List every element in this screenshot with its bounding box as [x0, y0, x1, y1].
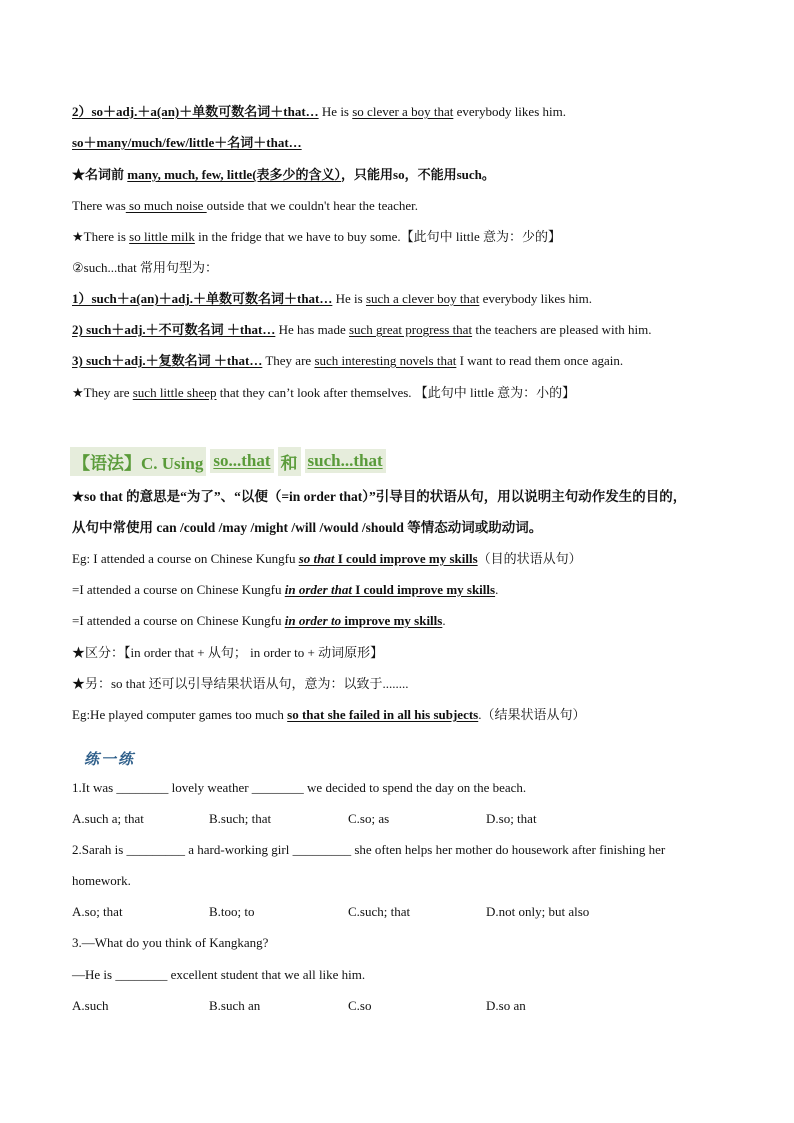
example-result-clause: Eg:He played computer games too much so that she failed in all his subjects.（结果状语从句） — [72, 707, 586, 722]
such-that-heading: ②such...that 常用句型为： — [72, 260, 218, 275]
section-prefix: 【语法】C. Using — [70, 447, 206, 476]
note-result-clause: ★另：so that 还可以引导结果状语从句，意为：以致于........ — [72, 676, 409, 691]
rule-such-a-noun: 1）such＋a(an)＋adj.＋单数可数名词＋that… He is such a clever boy that everybody likes him. — [72, 291, 592, 306]
section-term-such-that: such...that — [305, 449, 386, 473]
grammar-so-that-definition: ★so that 的意思是“为了”、“以便（=in order that）”引导目的状语从句，用以说明主句动作发生的目的， — [72, 489, 687, 504]
section-term-so-that: so...that — [210, 449, 273, 473]
example-milk: ★There is so little milk in the fridge that we have to buy some.【此句中 little 意为：少的】 — [72, 229, 561, 244]
section-and: 和 — [278, 447, 301, 476]
example-in-order-that: =I attended a course on Chinese Kungfu in order that I could improve my skills. — [72, 582, 499, 597]
section-banner-grammar — [70, 448, 386, 474]
example-in-order-to: =I attended a course on Chinese Kungfu in order to improve my skills. — [72, 613, 446, 628]
q3-option-a[interactable]: A.such — [72, 998, 109, 1013]
q1-option-b[interactable]: B.such; that — [209, 811, 272, 826]
rule-such-uncountable: 2) such＋adj.＋不可数名词 ＋that… He has made such great progress that the teachers are pleased with him. — [72, 322, 652, 337]
example-sheep: ★They are such little sheep that they can’t look after themselves. 【此句中 little 意为：小的】 — [72, 385, 576, 400]
question-1: 1.It was ________ lovely weather ________ we decided to spend the day on the beach. — [72, 780, 527, 795]
q2-option-a[interactable]: A.so; that — [72, 904, 123, 919]
question-2: 2.Sarah is _________ a hard-working girl _________ she often helps her mother do housework after finishing her — [72, 842, 666, 857]
question-3: 3.—What do you think of Kangkang? — [72, 935, 269, 950]
q3-option-c[interactable]: C.so — [348, 998, 372, 1013]
example-noise: There was so much noise outside that we couldn't hear the teacher. — [72, 198, 419, 213]
rule-so-adj-a-noun: 2）so＋adj.＋a(an)＋单数可数名词＋that… He is so clever a boy that everybody likes him. — [72, 104, 566, 119]
q2-option-b[interactable]: B.too; to — [209, 904, 255, 919]
q3-option-b[interactable]: B.such an — [209, 998, 261, 1013]
q2-option-d[interactable]: D.not only; but also — [486, 904, 590, 919]
q1-option-c[interactable]: C.so; as — [348, 811, 390, 826]
question-2-cont: homework. — [72, 873, 131, 888]
note-noun-quantity: ★名词前 many, much, few, little(表多少的含义），只能用so，不能用such。 — [72, 167, 495, 182]
q1-option-a[interactable]: A.such a; that — [72, 811, 144, 826]
q3-option-d[interactable]: D.so an — [486, 998, 526, 1013]
rule-such-plural: 3) such＋adj.＋复数名词 ＋that… They are such interesting novels that I want to read them once again. — [72, 353, 624, 368]
q2-option-c[interactable]: C.such; that — [348, 904, 411, 919]
question-3-cont: —He is ________ excellent student that we all like him. — [72, 967, 366, 982]
note-distinguish: ★区分：【in order that + 从句； in order to + 动词原形】 — [72, 645, 384, 660]
example-so-that: Eg: I attended a course on Chinese Kungfu so that I could improve my skills（目的状语从句） — [72, 551, 582, 566]
q1-option-d[interactable]: D.so; that — [486, 811, 537, 826]
rule-so-many-much: so＋many/much/few/little＋名词＋that… — [72, 135, 302, 150]
grammar-modal-verbs: 从句中常使用 can /could /may /might /will /would /should 等情态动词或助动词。 — [72, 520, 543, 535]
practice-title: 练一练 — [84, 752, 136, 768]
